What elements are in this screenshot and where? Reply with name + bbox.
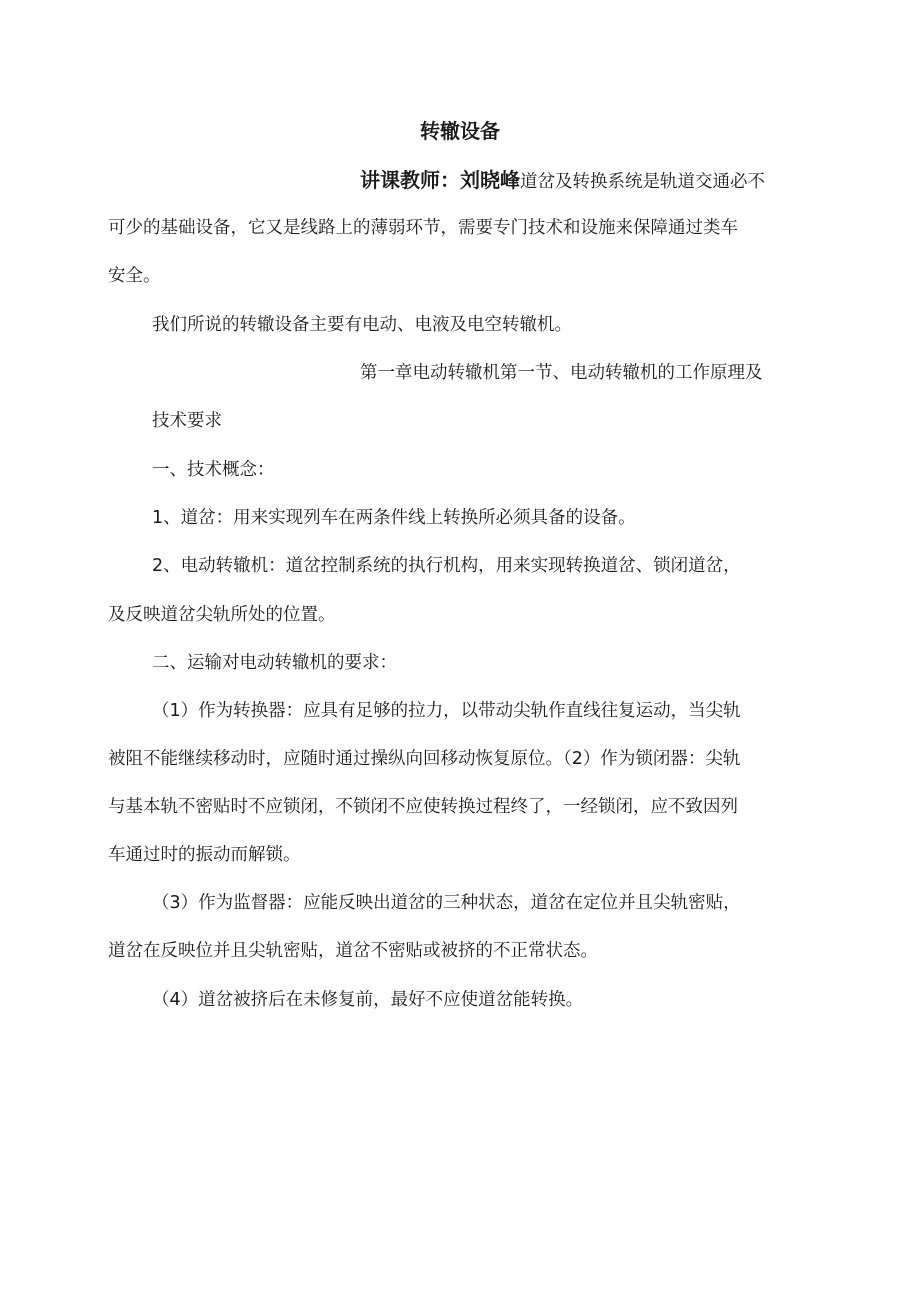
lecturer-line	[360, 168, 820, 194]
req-4: （4）道岔被挤后在未修复前，最好不应使道岔能转换。	[152, 990, 584, 1010]
chapter-line-2: 技术要求	[152, 411, 222, 431]
req-3-line-1: （3）作为监督器：应能反映出道岔的三种状态，道岔在定位并且尖轨密贴，	[152, 893, 741, 913]
document-title: 转辙设备	[420, 119, 500, 143]
devices-paragraph: 我们所说的转辙设备主要有电动、电液及电空转辙机。	[152, 315, 572, 335]
item-2-line-2: 及反映道岔尖轨所处的位置。	[108, 605, 336, 625]
req-3-line-2: 道岔在反映位并且尖轨密贴，道岔不密贴或被挤的不正常状态。	[108, 941, 598, 961]
section-2-heading: 二、运输对电动转辙机的要求：	[152, 653, 397, 673]
lecturer-label: 讲课教师：刘晓峰	[360, 168, 520, 192]
intro-line-3: 安全。	[108, 266, 161, 286]
intro-line-2: 可少的基础设备，它又是线路上的薄弱环节，需要专门技术和设施来保障通过类车	[108, 218, 738, 238]
item-1: 1、道岔：用来实现列车在两条件线上转换所必须具备的设备。	[152, 508, 636, 528]
item-2-line-1: 2、电动转辙机：道岔控制系统的执行机构，用来实现转换道岔、锁闭道岔，	[152, 556, 741, 576]
req-1-line-1: （1）作为转换器：应具有足够的拉力，以带动尖轨作直线往复运动，当尖轨	[152, 701, 741, 721]
chapter-line-1: 第一章电动转辙机第一节、电动转辙机的工作原理及	[360, 363, 763, 383]
req-1-line-2: 被阻不能继续移动时，应随时通过操纵向回移动恢复原位。（2）作为锁闭器：尖轨	[108, 749, 741, 769]
intro-line-1: 道岔及转换系统是轨道交通必不	[520, 172, 765, 192]
req-1-line-4: 车通过时的振动而解锁。	[108, 845, 301, 865]
section-1-heading: 一、技术概念：	[152, 460, 275, 480]
req-1-line-3: 与基本轨不密贴时不应锁闭，不锁闭不应使转换过程终了，一经锁闭，应不致因列	[108, 797, 738, 817]
